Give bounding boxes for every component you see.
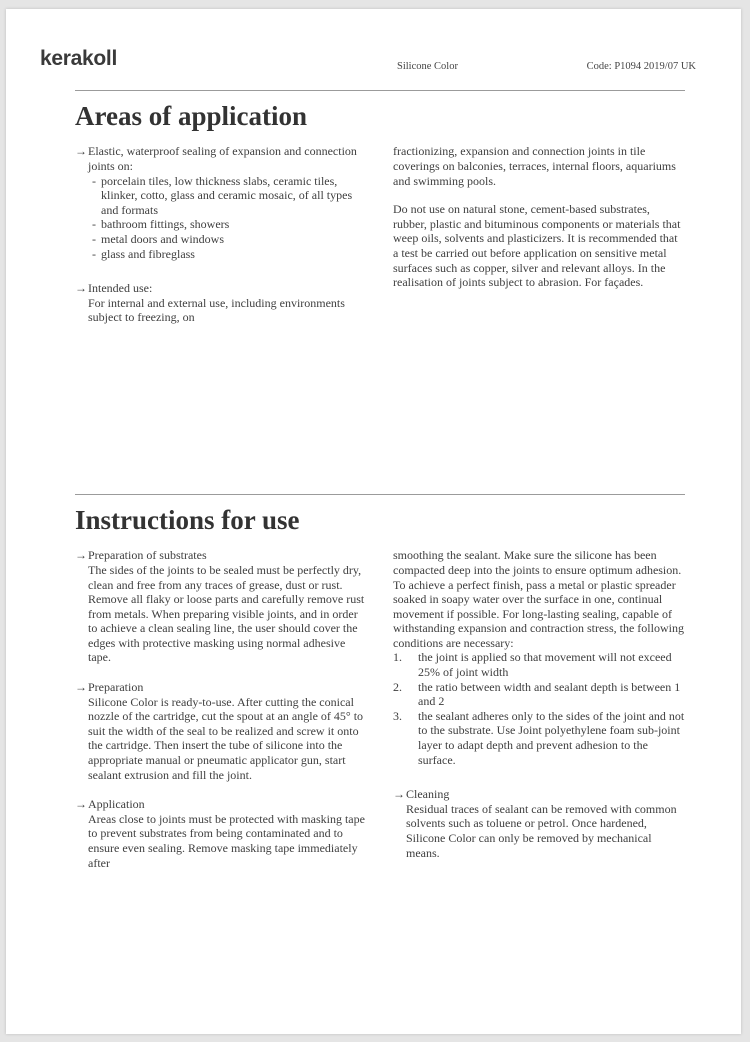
arrow-bullet-icon: → <box>75 548 87 563</box>
bullet-item-cleaning <box>393 787 685 860</box>
list-item <box>92 217 367 232</box>
arrow-bullet-icon: → <box>75 281 87 296</box>
list-item-text: metal doors and windows <box>101 231 224 246</box>
bullet-body <box>88 144 367 261</box>
condition-number: 1. <box>393 650 402 665</box>
areas-right-column <box>393 144 685 325</box>
intended-use-label: Intended use: <box>88 281 153 296</box>
arrow-bullet-icon: → <box>75 797 87 812</box>
arrow-bullet-icon: → <box>393 787 405 802</box>
bullet-item-intended-use <box>75 281 367 325</box>
section-areas-of-application <box>6 100 741 325</box>
section-divider-rule <box>75 494 685 495</box>
bullet-body <box>88 680 367 782</box>
dash-bullet-icon: - <box>92 217 96 232</box>
intended-use-body: For internal and external use, including environments subject to freezing, on <box>88 295 345 325</box>
header-rule <box>75 90 685 91</box>
list-item <box>92 174 367 218</box>
condition-item <box>393 650 685 679</box>
bullet-item-sealing <box>75 144 367 261</box>
condition-text: the sealant adheres only to the sides of the joint and not to the substrate. Use Joint polyethylene foam sub-joint layer to adapt depth and prevent adhesion to the surface. <box>418 708 685 767</box>
condition-text: the joint is applied so that movement will not exceed 25% of joint width <box>418 650 672 680</box>
block-body: Areas close to joints must be protected with masking tape to prevent substrates from being contaminated and to ensure even sealing. Remove masking tape immediately after <box>88 811 365 870</box>
dash-bullet-icon: - <box>92 231 96 246</box>
condition-item <box>393 680 685 709</box>
condition-number: 3. <box>393 708 402 723</box>
areas-heading: Areas of application <box>75 101 308 131</box>
instructions-left-column <box>75 548 367 870</box>
cleaning-body: Residual traces of sealant can be removed with common solvents such as toluene or petrol. Once hardened, Silicone Color can only be removed by mechanical means. <box>406 801 677 860</box>
conditions-list <box>393 650 685 767</box>
bullet-body <box>88 548 367 665</box>
arrow-bullet-icon: → <box>75 680 87 695</box>
areas-columns <box>75 144 685 325</box>
list-item-text: bathroom fittings, showers <box>101 217 230 232</box>
bullet-body <box>88 797 367 870</box>
condition-text: the ratio between width and sealant depth is between 1 and 2 <box>418 679 681 709</box>
instructions-paragraph: smoothing the sealant. Make sure the silicone has been compacted deep into the joints to ensure optimum adhesion. To achieve a perfect finish, pass a metal or plastic spreader soaked in soapy water over the surface in one, continual movement if possible. For long-lasting sealing, capable of withstanding expansion and contraction stress, the following conditions are necessary: <box>393 548 684 650</box>
bullet-body <box>406 787 685 860</box>
instructions-heading: Instructions for use <box>75 504 300 535</box>
sealing-label: Elastic, waterproof sealing of expansion and connection joints on: <box>88 144 357 173</box>
document-code: Code: P1094 2019/07 UK <box>586 61 696 72</box>
instructions-right-column <box>393 548 685 870</box>
condition-item <box>393 709 685 767</box>
section-instructions-for-use <box>6 504 741 870</box>
brand-logo: kerakoll <box>40 47 117 70</box>
block-title: Preparation <box>88 680 144 695</box>
block-body: The sides of the joints to be sealed must be perfectly dry, clean and free from any traces of grease, dust or rust. Remove all flaky or loose parts and carefully remove rust from metals. When preparing visible joints, and in order to achieve a clean sealing line, the user should cover the edges with protective masking using normal adhesive tape. <box>88 562 365 665</box>
document-page <box>6 9 741 1034</box>
bullet-item-preparation <box>75 680 367 782</box>
arrow-bullet-icon: → <box>75 144 87 159</box>
list-item-text: porcelain tiles, low thickness slabs, ceramic tiles, klinker, cotto, glass and ceramic mosaic, of all types and formats <box>101 173 353 217</box>
condition-number: 2. <box>393 679 402 694</box>
block-title: Application <box>88 797 145 812</box>
dash-bullet-icon: - <box>92 246 96 261</box>
bullet-item-application <box>75 797 367 870</box>
product-name: Silicone Color <box>397 61 458 72</box>
substrate-list <box>88 174 367 262</box>
instructions-columns <box>75 548 685 870</box>
dash-bullet-icon: - <box>92 173 96 188</box>
list-item <box>92 247 367 262</box>
list-item-text: glass and fibreglass <box>101 246 195 261</box>
bullet-item-preparation-substrates <box>75 548 367 665</box>
document-header <box>6 9 741 90</box>
areas-paragraph: Do not use on natural stone, cement-based substrates, rubber, plastic and bituminous components or materials that weep oils, solvents and plasticizers. It is recommended that a test be carried out before application on sensitive metal surfaces such as copper, silver and relevant alloys. In the realisation of joints subject to abrasion. For façades. <box>393 202 681 290</box>
cleaning-title: Cleaning <box>406 787 450 802</box>
list-item <box>92 232 367 247</box>
areas-left-column <box>75 144 367 325</box>
areas-paragraph: fractionizing, expansion and connection joints in tile coverings on balconies, terraces, internal floors, aquariums and swimming pools. <box>393 144 676 188</box>
block-title: Preparation of substrates <box>88 548 207 563</box>
block-body: Silicone Color is ready-to-use. After cutting the conical nozzle of the cartridge, cut the spout at an angle of 45° to suit the width of the seal to be realized and screw it onto the cartridge. Then insert the tube of silicone into the appropriate manual or pneumatic applicator gun, start sealant extrusion and fill the joint. <box>88 694 364 782</box>
bullet-body <box>88 281 367 325</box>
